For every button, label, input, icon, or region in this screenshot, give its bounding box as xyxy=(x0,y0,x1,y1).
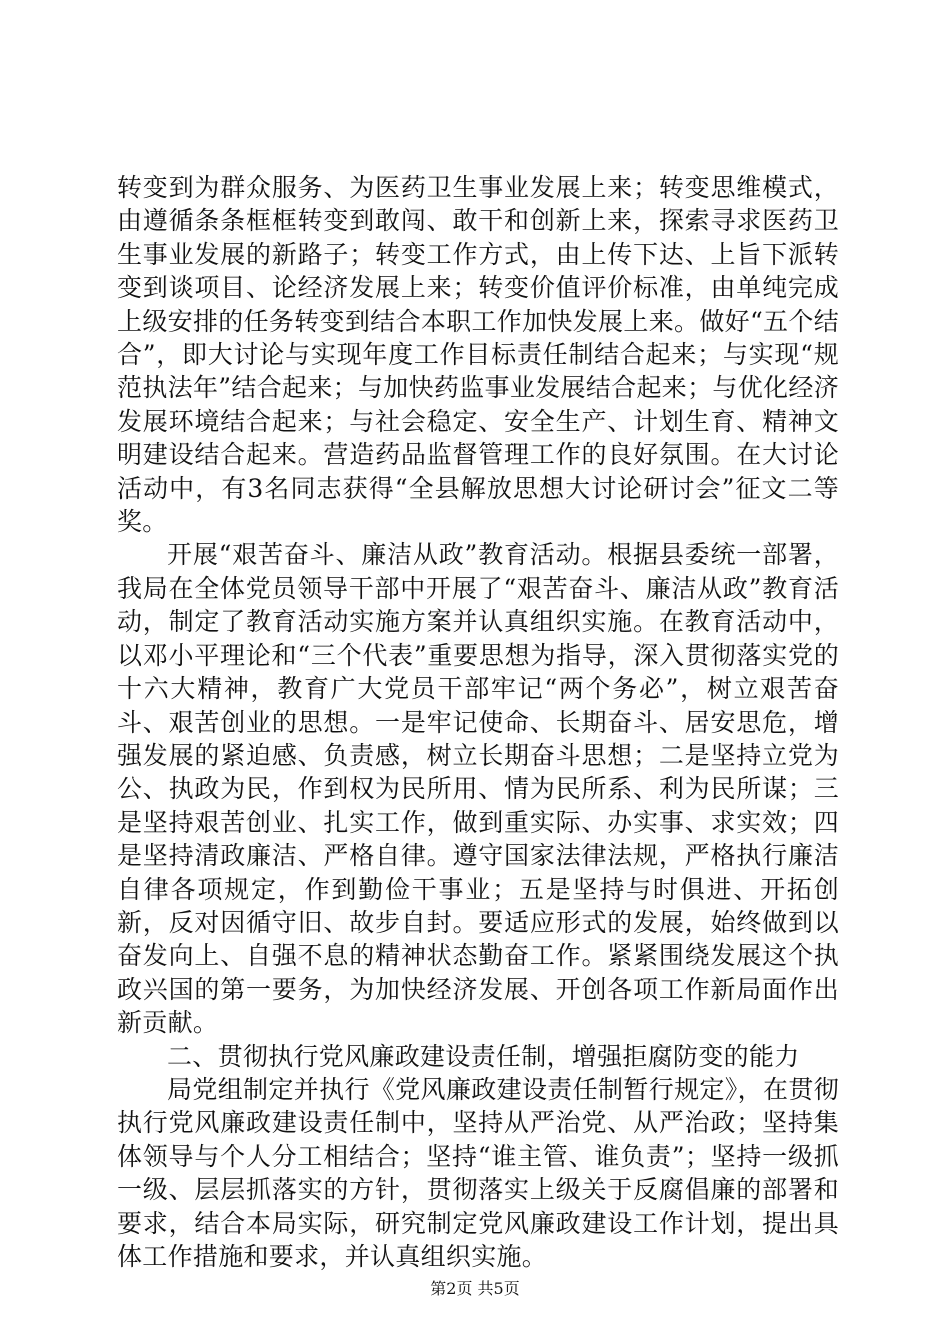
document-body xyxy=(117,171,839,1273)
paragraph-responsibility-system: 局党组制定并执行《党风廉政建设责任制暂行规定》，在贯彻执行党风廉政建设责任制中，坚持从严治党、从严治政；坚持集体领导与个人分工相结合；坚持“谁主管、谁负责”；坚持一级抓一级、层层抓落实的方针，贯彻落实上级关于反腐倡廉的部署和要求，结合本局实际，研究制定党风廉政建设工作计划，提出具体工作措施和要求，并认真组织实施。 xyxy=(117,1074,839,1271)
page-number-footer: 第2页 共5页 xyxy=(430,1279,520,1298)
paragraph-education-campaign: 开展“艰苦奋斗、廉洁从政”教育活动。根据县委统一部署，我局在全体党员领导干部中开展了“艰苦奋斗、廉洁从政”教育活动，制定了教育活动实施方案并认真组织实施。在教育活动中，以邓小平理论和“三个代表”重要思想为指导，深入贯彻落实党的十六大精神，教育广大党员干部牢记“两个务必”，树立艰苦奋斗、艰苦创业的思想。一是牢记使命、长期奋斗、居安思危，增强发展的紧迫感、负责感，树立长期奋斗思想；二是坚持立党为公、执政为民，作到权为民所用、情为民所系、利为民所谋；三是坚持艰苦创业、扎实工作，做到重实际、办实事、求实效；四是坚持清政廉洁、严格自律。遵守国家法律法规，严格执行廉洁自律各项规定，作到勤俭干事业；五是坚持与时俱进、开拓创新，反对因循守旧、故步自封。要适应形式的发展，始终做到以奋发向上、自强不息的精神状态勤奋工作。紧紧围绕发展这个执政兴国的第一要务，为加快经济发展、开创各项工作新局面作出新贡献。 xyxy=(117,540,839,1038)
section-heading: 二、贯彻执行党风廉政建设责任制，增强拒腐防变的能力 xyxy=(167,1041,800,1071)
paragraph-continuation: 转变到为群众服务、为医药卫生事业发展上来；转变思维模式，由遵循条条框框转变到敢闯、敢干和创新上来，探索寻求医药卫生事业发展的新路子；转变工作方式，由上传下达、上旨下派转变到谈项目、论经济发展上来；转变价值评价标准，由单纯完成上级安排的任务转变到结合本职工作加快发展上来。做好“五个结合”，即大讨论与实现年度工作目标责任制结合起来；与实现“规范执法年”结合起来；与加快药监事业发展结合起来；与优化经济发展环境结合起来；与社会稳定、安全生产、计划生育、精神文明建设结合起来。营造药品监督管理工作的良好氛围。在大讨论活动中，有3名同志获得“全县解放思想大讨论研讨会”征文二等奖。 xyxy=(117,173,839,537)
